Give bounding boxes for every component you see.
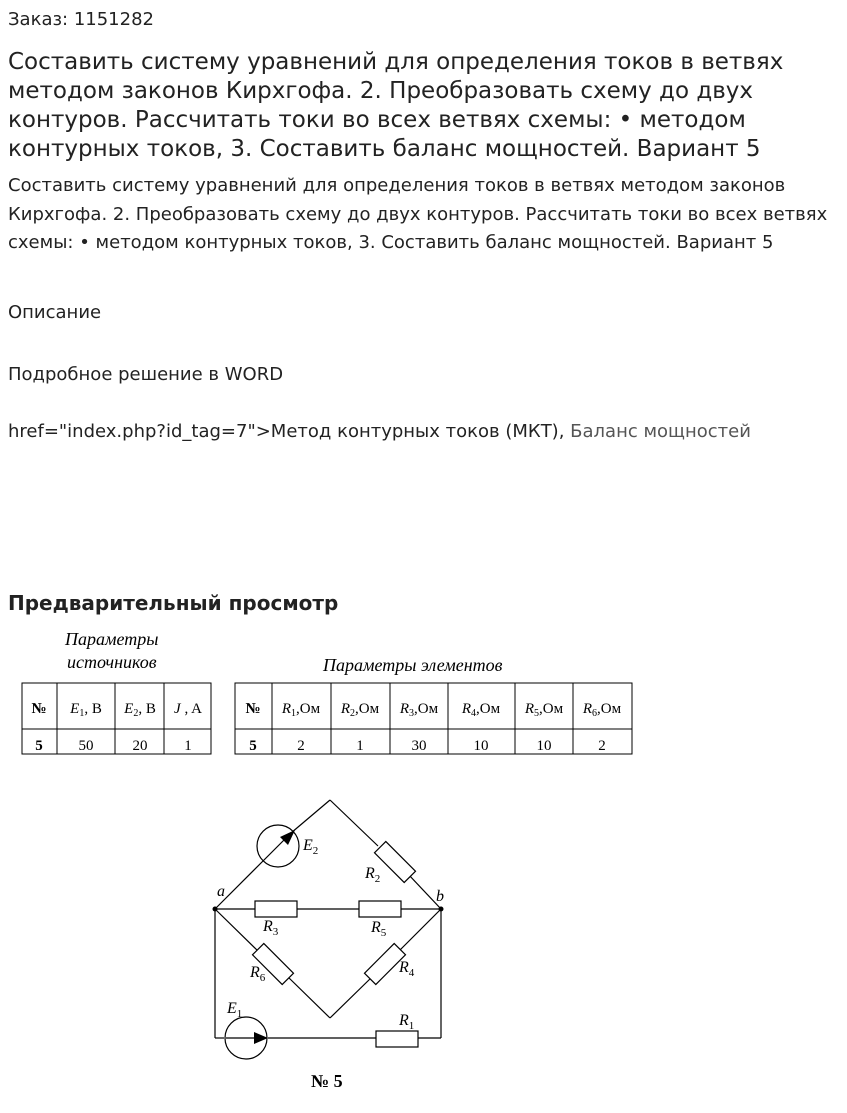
elements-cell: 2 [598,738,606,754]
order-number: Заказ: 1151282 [8,9,154,30]
tags-prefix: href="index.php?id_tag=7">Метод контурных токов (МКТ), [8,421,571,442]
elements-cell: 2 [297,738,305,754]
sources-caption-line2: источников [67,652,157,672]
node-a-label: a [217,883,225,900]
preview-image [0,620,847,1113]
elements-cell: 30 [411,738,427,754]
wire [330,800,378,846]
resistor-r2 [374,841,415,882]
resistor-r5 [359,901,401,917]
node-a-dot [213,907,218,912]
elements-header-r1: $R_1,Ом$ [281,701,321,719]
elements-header-r6: $R_6,Ом$ [582,701,622,719]
tag-link-power-balance[interactable]: Баланс мощностей [570,421,751,442]
node-b-label: b [436,888,444,905]
wire [287,976,330,1018]
sources-cell: 50 [78,738,94,754]
wire [398,909,441,952]
label-e1: $E_1$ [227,1000,243,1020]
resistor-r3 [255,901,297,917]
resistor-r1 [376,1031,418,1047]
sources-table [22,683,211,754]
wire [330,976,373,1018]
label-r5: $R_5$ [371,919,387,939]
sources-caption-line1: Параметры [65,629,159,649]
label-r2: $R_2$ [365,865,381,885]
elements-header-r2: $R_2,Ом$ [340,701,380,719]
summary-text: Составить систему уравнений для определения токов в ветвях методом законов Кирхгофа. 2. Преобразовать схему до двух контуров. Рассчитать токи во всех ветвях схемы: • методом контурных токов, 3. Составить баланс мощностей. Вариант 5 [8,175,828,253]
label-r4: $R_4$ [399,959,415,979]
description-label: Описание [8,302,102,323]
elements-cell: 5 [249,738,257,754]
sources-cell: 1 [184,738,192,754]
sources-header-e2: $E_2$, B [124,701,156,719]
page-title: Составить систему уравнений для определения токов в ветвях методом законов Кирхгофа. 2. Преобразовать схему до двух контуров. Рассчитать токи во всех ветвях схемы: • методом контурных токов, 3. Составить баланс мощностей. Вариант 5 [8,49,784,162]
sources-cell: 5 [35,738,43,754]
elements-header-r3: $R_3,Ом$ [399,701,439,719]
circuit-caption: № 5 [311,1071,343,1091]
label-r6: $R_6$ [250,964,266,984]
elements-header-r5: $R_5,Ом$ [524,701,564,719]
elements-cell: 10 [536,738,552,754]
wire [215,909,260,953]
label-r3: $R_3$ [263,918,279,938]
label-r1: $R_1$ [399,1012,415,1032]
elements-cell: 10 [473,738,489,754]
elements-header-no: № [245,701,261,717]
node-b-dot [439,907,444,912]
wire [291,800,330,833]
sources-header-e1: $E_1$, B [70,701,102,719]
elements-header-r4: $R_4,Ом$ [461,701,501,719]
sources-cell: 20 [132,738,148,754]
sources-header-no: № [31,701,47,717]
word-note: Подробное решение в WORD [8,364,284,385]
preview-heading: Предварительный просмотр [8,591,339,615]
sources-header-j: J , A [174,701,202,717]
label-e2: $E_2$ [303,837,319,857]
tags-line [8,419,751,445]
elements-caption: Параметры элементов [323,655,503,675]
elements-cell: 1 [356,738,364,754]
